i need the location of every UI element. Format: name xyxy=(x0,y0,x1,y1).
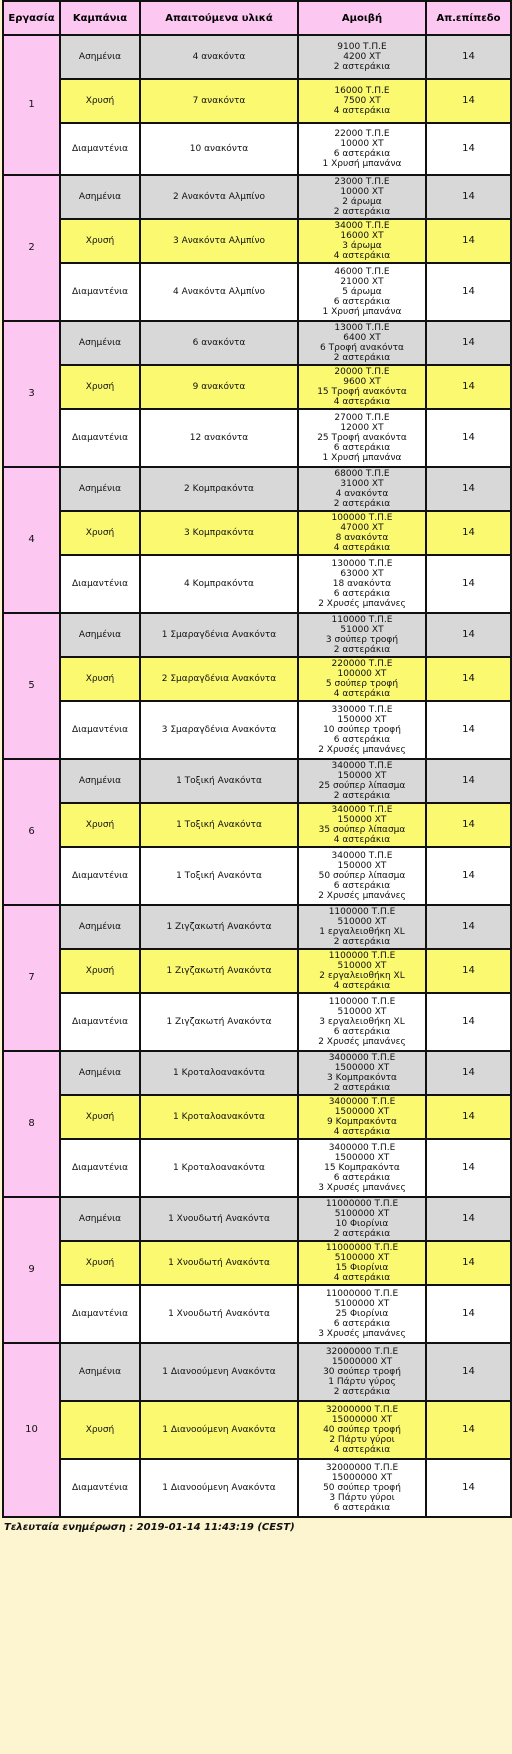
reward-line: 2 Χρυσές μπανάνες xyxy=(318,745,406,755)
level-cell: 14 xyxy=(426,1459,511,1517)
reward-line: 4 αστεράκια xyxy=(333,1273,391,1283)
reward-line: 6 αστεράκια xyxy=(333,589,391,599)
reward-line: 6 αστεράκια xyxy=(333,1173,391,1183)
table-row xyxy=(3,1241,511,1285)
reward-cell xyxy=(298,759,426,803)
header-materials: Απαιτούμενα υλικά xyxy=(140,1,298,35)
reward-cell xyxy=(298,79,426,123)
level-cell: 14 xyxy=(426,613,511,657)
campaign-cell: Ασημένια xyxy=(60,467,140,511)
materials-cell: 6 ανακόντα xyxy=(140,321,298,365)
reward-cell xyxy=(298,993,426,1051)
campaign-cell: Χρυσή xyxy=(60,511,140,555)
level-cell: 14 xyxy=(426,79,511,123)
level-cell: 14 xyxy=(426,657,511,701)
reward-line: 4 αστεράκια xyxy=(333,397,391,407)
reward-line: 16000 Τ.Π.Ε xyxy=(334,86,390,96)
reward-line: 10 Φιορίνια xyxy=(335,1219,389,1229)
reward-cell xyxy=(298,1241,426,1285)
reward-line: 4200 ΧΤ xyxy=(343,52,381,62)
reward-cell xyxy=(298,803,426,847)
materials-cell: 12 ανακόντα xyxy=(140,409,298,467)
reward-line: 11000000 Τ.Π.Ε xyxy=(325,1243,399,1253)
materials-cell: 4 ανακόντα xyxy=(140,35,298,79)
level-cell: 14 xyxy=(426,409,511,467)
reward-line: 47000 ΧΤ xyxy=(340,523,384,533)
reward-line: 20000 Τ.Π.Ε xyxy=(334,367,390,377)
campaign-cell: Ασημένια xyxy=(60,35,140,79)
header-campaign: Καμπάνια xyxy=(60,1,140,35)
reward-line: 40 σούπερ τροφή xyxy=(323,1425,401,1435)
reward-line: 15 Κομπρακόντα xyxy=(324,1163,400,1173)
reward-line: 6 αστεράκια xyxy=(333,297,391,307)
materials-cell: 2 Σμαραγδένια Ανακόντα xyxy=(140,657,298,701)
header-task: Εργασία xyxy=(3,1,60,35)
reward-line: 68000 Τ.Π.Ε xyxy=(334,469,390,479)
level-cell: 14 xyxy=(426,949,511,993)
reward-cell xyxy=(298,1343,426,1401)
reward-line: 1500000 ΧΤ xyxy=(334,1153,390,1163)
reward-cell xyxy=(298,1401,426,1459)
reward-cell xyxy=(298,1139,426,1197)
reward-line: 6400 ΧΤ xyxy=(343,333,381,343)
level-cell: 14 xyxy=(426,1051,511,1095)
materials-cell: 1 Διανοούμενη Ανακόντα xyxy=(140,1401,298,1459)
reward-line: 510000 ΧΤ xyxy=(337,961,387,971)
campaign-cell: Διαμαντένια xyxy=(60,1285,140,1343)
reward-line: 9600 ΧΤ xyxy=(343,377,381,387)
reward-line: 13000 Τ.Π.Ε xyxy=(334,323,390,333)
reward-line: 16000 ΧΤ xyxy=(340,231,384,241)
level-cell: 14 xyxy=(426,555,511,613)
reward-line: 130000 Τ.Π.Ε xyxy=(331,559,393,569)
reward-line: 4 αστεράκια xyxy=(333,106,391,116)
task-number: 7 xyxy=(3,905,60,1051)
reward-line: 21000 ΧΤ xyxy=(340,277,384,287)
reward-line: 2 αστεράκια xyxy=(333,645,391,655)
reward-line: 9 Κομπρακόντα xyxy=(327,1117,397,1127)
reward-line: 2 άρωμα xyxy=(342,197,382,207)
reward-line: 5 σούπερ τροφή xyxy=(325,679,399,689)
reward-line: 3 άρωμα xyxy=(342,241,382,251)
task-table xyxy=(2,0,512,1518)
reward-line: 5100000 ΧΤ xyxy=(334,1299,390,1309)
materials-cell: 10 ανακόντα xyxy=(140,123,298,175)
campaign-cell: Χρυσή xyxy=(60,219,140,263)
reward-line: 2 αστεράκια xyxy=(333,1083,391,1093)
materials-cell: 1 Τοξική Ανακόντα xyxy=(140,803,298,847)
reward-line: 340000 Τ.Π.Ε xyxy=(331,851,393,861)
reward-line: 23000 Τ.Π.Ε xyxy=(334,177,390,187)
reward-line: 5100000 ΧΤ xyxy=(334,1209,390,1219)
reward-cell xyxy=(298,1051,426,1095)
campaign-cell: Ασημένια xyxy=(60,175,140,219)
header-row xyxy=(3,1,511,35)
reward-line: 1 Χρυσή μπανάνα xyxy=(322,159,402,169)
reward-line: 5 άρωμα xyxy=(342,287,382,297)
materials-cell: 1 Χνουδωτή Ανακόντα xyxy=(140,1285,298,1343)
table-row xyxy=(3,803,511,847)
level-cell: 14 xyxy=(426,1241,511,1285)
reward-line: 510000 ΧΤ xyxy=(337,1007,387,1017)
reward-line: 3400000 Τ.Π.Ε xyxy=(328,1097,396,1107)
campaign-cell: Διαμαντένια xyxy=(60,993,140,1051)
table-row xyxy=(3,123,511,175)
table-row xyxy=(3,1095,511,1139)
level-cell: 14 xyxy=(426,35,511,79)
campaign-cell: Χρυσή xyxy=(60,79,140,123)
level-cell: 14 xyxy=(426,1401,511,1459)
reward-line: 4 αστεράκια xyxy=(333,981,391,991)
reward-line: 34000 Τ.Π.Ε xyxy=(334,221,390,231)
campaign-cell: Διαμαντένια xyxy=(60,1459,140,1517)
campaign-cell: Ασημένια xyxy=(60,613,140,657)
materials-cell: 4 Ανακόντα Αλμπίνο xyxy=(140,263,298,321)
task-number: 3 xyxy=(3,321,60,467)
campaign-cell: Ασημένια xyxy=(60,1051,140,1095)
level-cell: 14 xyxy=(426,1197,511,1241)
materials-cell: 1 Τοξική Ανακόντα xyxy=(140,759,298,803)
materials-cell: 2 Κομπρακόντα xyxy=(140,467,298,511)
reward-line: 63000 ΧΤ xyxy=(340,569,384,579)
level-cell: 14 xyxy=(426,511,511,555)
table-row xyxy=(3,657,511,701)
reward-line: 4 αστεράκια xyxy=(333,1445,391,1455)
table-row xyxy=(3,35,511,79)
reward-cell xyxy=(298,35,426,79)
reward-line: 3 Κομπρακόντα xyxy=(327,1073,397,1083)
materials-cell: 1 Ζιγζακωτή Ανακόντα xyxy=(140,993,298,1051)
reward-cell xyxy=(298,613,426,657)
reward-line: 1 εργαλειοθήκη XL xyxy=(319,927,405,937)
materials-cell: 3 Κομπρακόντα xyxy=(140,511,298,555)
task-number: 5 xyxy=(3,613,60,759)
materials-cell: 1 Σμαραγδένια Ανακόντα xyxy=(140,613,298,657)
level-cell: 14 xyxy=(426,1343,511,1401)
campaign-cell: Διαμαντένια xyxy=(60,555,140,613)
level-cell: 14 xyxy=(426,993,511,1051)
reward-line: 2 Χρυσές μπανάνες xyxy=(318,1037,406,1047)
reward-cell xyxy=(298,701,426,759)
reward-line: 110000 Τ.Π.Ε xyxy=(331,615,393,625)
campaign-cell: Διαμαντένια xyxy=(60,701,140,759)
level-cell: 14 xyxy=(426,803,511,847)
reward-line: 10 σούπερ τροφή xyxy=(323,725,401,735)
reward-line: 1 Χρυσή μπανάνα xyxy=(322,307,402,317)
table-row xyxy=(3,79,511,123)
materials-cell: 1 Κροταλοανακόντα xyxy=(140,1051,298,1095)
reward-line: 510000 ΧΤ xyxy=(337,917,387,927)
reward-line: 1 Πάρτυ γύρος xyxy=(328,1377,396,1387)
reward-line: 15 Τροφή ανακόντα xyxy=(317,387,407,397)
level-cell: 14 xyxy=(426,701,511,759)
level-cell: 14 xyxy=(426,321,511,365)
reward-line: 220000 Τ.Π.Ε xyxy=(331,659,393,669)
reward-cell xyxy=(298,949,426,993)
task-number: 10 xyxy=(3,1343,60,1517)
reward-line: 15000000 ΧΤ xyxy=(331,1357,393,1367)
table-row xyxy=(3,365,511,409)
reward-line: 22000 Τ.Π.Ε xyxy=(334,129,390,139)
reward-cell xyxy=(298,1095,426,1139)
reward-line: 15000000 ΧΤ xyxy=(331,1473,393,1483)
level-cell: 14 xyxy=(426,759,511,803)
last-update-footer: Τελευταία ενημέρωση : 2019-01-14 11:43:19 (CEST) xyxy=(4,1522,295,1533)
table-row xyxy=(3,1285,511,1343)
reward-line: 18 ανακόντα xyxy=(332,579,392,589)
table-row xyxy=(3,1139,511,1197)
reward-line: 3 εργαλειοθήκη XL xyxy=(319,1017,405,1027)
materials-cell: 9 ανακόντα xyxy=(140,365,298,409)
reward-line: 32000000 Τ.Π.Ε xyxy=(325,1347,399,1357)
task-number: 9 xyxy=(3,1197,60,1343)
materials-cell: 1 Κροταλοανακόντα xyxy=(140,1095,298,1139)
table-row xyxy=(3,1197,511,1241)
reward-cell xyxy=(298,467,426,511)
table-row xyxy=(3,847,511,905)
reward-line: 11000000 Τ.Π.Ε xyxy=(325,1199,399,1209)
reward-line: 15 Φιορίνια xyxy=(335,1263,389,1273)
reward-line: 6 αστεράκια xyxy=(333,1027,391,1037)
reward-cell xyxy=(298,263,426,321)
campaign-cell: Χρυσή xyxy=(60,1401,140,1459)
campaign-cell: Ασημένια xyxy=(60,1197,140,1241)
reward-cell xyxy=(298,847,426,905)
materials-cell: 3 Ανακόντα Αλμπίνο xyxy=(140,219,298,263)
reward-line: 2 αστεράκια xyxy=(333,791,391,801)
campaign-cell: Χρυσή xyxy=(60,365,140,409)
campaign-cell: Διαμαντένια xyxy=(60,409,140,467)
reward-line: 2 Πάρτυ γύροι xyxy=(329,1435,395,1445)
reward-line: 2 αστεράκια xyxy=(333,1387,391,1397)
reward-line: 4 αστεράκια xyxy=(333,543,391,553)
reward-line: 11000000 Τ.Π.Ε xyxy=(325,1289,399,1299)
materials-cell: 2 Ανακόντα Αλμπίνο xyxy=(140,175,298,219)
reward-cell xyxy=(298,1197,426,1241)
reward-line: 2 αστεράκια xyxy=(333,1229,391,1239)
table-body xyxy=(3,35,511,1517)
reward-line: 3400000 Τ.Π.Ε xyxy=(328,1053,396,1063)
reward-line: 50 σούπερ τροφή xyxy=(323,1483,401,1493)
reward-line: 3 σούπερ τροφή xyxy=(325,635,399,645)
reward-line: 3 Πάρτυ γύροι xyxy=(329,1493,395,1503)
campaign-cell: Χρυσή xyxy=(60,1095,140,1139)
materials-cell: 1 Ζιγζακωτή Ανακόντα xyxy=(140,905,298,949)
reward-line: 6 αστεράκια xyxy=(333,1503,391,1513)
reward-cell xyxy=(298,123,426,175)
reward-line: 30 σούπερ τροφή xyxy=(323,1367,401,1377)
campaign-cell: Διαμαντένια xyxy=(60,847,140,905)
table-row xyxy=(3,949,511,993)
reward-line: 15000000 ΧΤ xyxy=(331,1415,393,1425)
reward-line: 4 αστεράκια xyxy=(333,1127,391,1137)
reward-line: 7500 ΧΤ xyxy=(343,96,381,106)
task-number: 6 xyxy=(3,759,60,905)
reward-cell xyxy=(298,219,426,263)
campaign-cell: Ασημένια xyxy=(60,321,140,365)
table-row xyxy=(3,321,511,365)
reward-line: 10000 ΧΤ xyxy=(340,187,384,197)
reward-cell xyxy=(298,1285,426,1343)
task-number: 1 xyxy=(3,35,60,175)
reward-line: 2 αστεράκια xyxy=(333,62,391,72)
campaign-cell: Ασημένια xyxy=(60,759,140,803)
reward-line: 3400000 Τ.Π.Ε xyxy=(328,1143,396,1153)
level-cell: 14 xyxy=(426,1285,511,1343)
table-row xyxy=(3,1343,511,1401)
reward-line: 6 αστεράκια xyxy=(333,881,391,891)
reward-line: 4 αστεράκια xyxy=(333,689,391,699)
reward-line: 10000 ΧΤ xyxy=(340,139,384,149)
reward-line: 46000 Τ.Π.Ε xyxy=(334,267,390,277)
campaign-cell: Διαμαντένια xyxy=(60,1139,140,1197)
level-cell: 14 xyxy=(426,219,511,263)
reward-line: 27000 Τ.Π.Ε xyxy=(334,413,390,423)
table-row xyxy=(3,409,511,467)
reward-line: 2 αστεράκια xyxy=(333,499,391,509)
materials-cell: 4 Κομπρακόντα xyxy=(140,555,298,613)
table-row xyxy=(3,613,511,657)
campaign-cell: Διαμαντένια xyxy=(60,263,140,321)
table-row xyxy=(3,511,511,555)
campaign-cell: Χρυσή xyxy=(60,1241,140,1285)
reward-line: 1100000 Τ.Π.Ε xyxy=(328,997,396,1007)
reward-line: 35 σούπερ λίπασμα xyxy=(318,825,406,835)
header-level: Απ.επίπεδο xyxy=(426,1,511,35)
reward-line: 2 εργαλειοθήκη XL xyxy=(319,971,405,981)
reward-cell xyxy=(298,1459,426,1517)
level-cell: 14 xyxy=(426,1139,511,1197)
task-number: 4 xyxy=(3,467,60,613)
reward-line: 330000 Τ.Π.Ε xyxy=(331,705,393,715)
table-row xyxy=(3,1051,511,1095)
materials-cell: 3 Σμαραγδένια Ανακόντα xyxy=(140,701,298,759)
campaign-cell: Ασημένια xyxy=(60,905,140,949)
reward-line: 2 αστεράκια xyxy=(333,207,391,217)
level-cell: 14 xyxy=(426,467,511,511)
reward-line: 2 Χρυσές μπανάνες xyxy=(318,599,406,609)
reward-line: 25 σούπερ λίπασμα xyxy=(318,781,406,791)
reward-line: 51000 ΧΤ xyxy=(340,625,384,635)
table-row xyxy=(3,759,511,803)
reward-cell xyxy=(298,511,426,555)
level-cell: 14 xyxy=(426,905,511,949)
table-row xyxy=(3,219,511,263)
table-row xyxy=(3,263,511,321)
reward-line: 150000 ΧΤ xyxy=(337,771,387,781)
reward-line: 3 Χρυσές μπανάνες xyxy=(318,1183,406,1193)
reward-line: 8 ανακόντα xyxy=(335,533,389,543)
reward-line: 1 Χρυσή μπανάνα xyxy=(322,453,402,463)
reward-line: 25 Τροφή ανακόντα xyxy=(317,433,407,443)
reward-line: 2 αστεράκια xyxy=(333,937,391,947)
reward-line: 1100000 Τ.Π.Ε xyxy=(328,951,396,961)
reward-line: 6 Τροφή ανακόντα xyxy=(320,343,404,353)
reward-line: 150000 ΧΤ xyxy=(337,861,387,871)
reward-line: 12000 ΧΤ xyxy=(340,423,384,433)
table-row xyxy=(3,993,511,1051)
reward-line: 100000 ΧΤ xyxy=(337,669,387,679)
table-row xyxy=(3,905,511,949)
task-number: 8 xyxy=(3,1051,60,1197)
reward-line: 4 αστεράκια xyxy=(333,835,391,845)
reward-line: 6 αστεράκια xyxy=(333,443,391,453)
reward-line: 3 Χρυσές μπανάνες xyxy=(318,1329,406,1339)
reward-line: 32000000 Τ.Π.Ε xyxy=(325,1463,399,1473)
table-row xyxy=(3,175,511,219)
reward-line: 2 αστεράκια xyxy=(333,353,391,363)
level-cell: 14 xyxy=(426,365,511,409)
reward-line: 5100000 ΧΤ xyxy=(334,1253,390,1263)
table-row xyxy=(3,555,511,613)
materials-cell: 1 Ζιγζακωτή Ανακόντα xyxy=(140,949,298,993)
table-row xyxy=(3,1401,511,1459)
materials-cell: 1 Διανοούμενη Ανακόντα xyxy=(140,1343,298,1401)
reward-line: 1500000 ΧΤ xyxy=(334,1063,390,1073)
reward-line: 4 ανακόντα xyxy=(335,489,389,499)
reward-line: 340000 Τ.Π.Ε xyxy=(331,805,393,815)
reward-cell xyxy=(298,365,426,409)
reward-line: 32000000 Τ.Π.Ε xyxy=(325,1405,399,1415)
level-cell: 14 xyxy=(426,263,511,321)
materials-cell: 1 Τοξική Ανακόντα xyxy=(140,847,298,905)
reward-line: 150000 ΧΤ xyxy=(337,815,387,825)
campaign-cell: Ασημένια xyxy=(60,1343,140,1401)
reward-cell xyxy=(298,321,426,365)
campaign-cell: Χρυσή xyxy=(60,803,140,847)
campaign-cell: Χρυσή xyxy=(60,949,140,993)
reward-line: 6 αστεράκια xyxy=(333,1319,391,1329)
reward-line: 4 αστεράκια xyxy=(333,251,391,261)
reward-line: 31000 ΧΤ xyxy=(340,479,384,489)
level-cell: 14 xyxy=(426,847,511,905)
reward-cell xyxy=(298,657,426,701)
reward-line: 50 σούπερ λίπασμα xyxy=(318,871,406,881)
materials-cell: 7 ανακόντα xyxy=(140,79,298,123)
materials-cell: 1 Κροταλοανακόντα xyxy=(140,1139,298,1197)
task-number: 2 xyxy=(3,175,60,321)
materials-cell: 1 Χνουδωτή Ανακόντα xyxy=(140,1197,298,1241)
reward-cell xyxy=(298,905,426,949)
materials-cell: 1 Διανοούμενη Ανακόντα xyxy=(140,1459,298,1517)
materials-cell: 1 Χνουδωτή Ανακόντα xyxy=(140,1241,298,1285)
reward-line: 340000 Τ.Π.Ε xyxy=(331,761,393,771)
campaign-cell: Διαμαντένια xyxy=(60,123,140,175)
reward-line: 150000 ΧΤ xyxy=(337,715,387,725)
level-cell: 14 xyxy=(426,1095,511,1139)
level-cell: 14 xyxy=(426,123,511,175)
header-reward: Αμοιβή xyxy=(298,1,426,35)
reward-line: 2 Χρυσές μπανάνες xyxy=(318,891,406,901)
reward-line: 25 Φιορίνια xyxy=(335,1309,389,1319)
table-row xyxy=(3,1459,511,1517)
reward-cell xyxy=(298,409,426,467)
campaign-cell: Χρυσή xyxy=(60,657,140,701)
reward-line: 1100000 Τ.Π.Ε xyxy=(328,907,396,917)
reward-cell xyxy=(298,555,426,613)
level-cell: 14 xyxy=(426,175,511,219)
reward-line: 9100 Τ.Π.Ε xyxy=(337,42,387,52)
reward-line: 1500000 ΧΤ xyxy=(334,1107,390,1117)
table-row xyxy=(3,467,511,511)
reward-line: 6 αστεράκια xyxy=(333,735,391,745)
reward-line: 6 αστεράκια xyxy=(333,149,391,159)
reward-cell xyxy=(298,175,426,219)
reward-line: 100000 Τ.Π.Ε xyxy=(331,513,393,523)
table-row xyxy=(3,701,511,759)
